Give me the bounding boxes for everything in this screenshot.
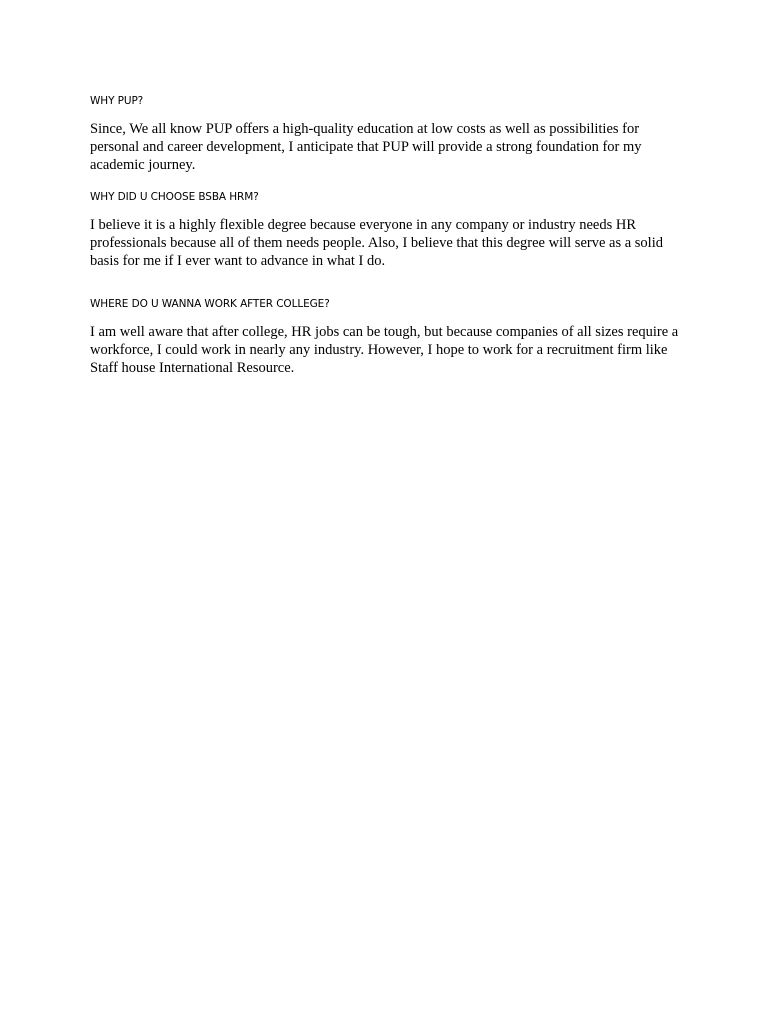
section-heading-work-after-college: WHERE DO U WANNA WORK AFTER COLLEGE? (90, 298, 330, 310)
section-body-why-bsba-hrm: I believe it is a highly flexible degree because everyone in any company or industry needs HR professionals because all of them needs people. Also, I believe that this degree will serve as a solid basis for me if I ever want to advance in what I do. (90, 217, 663, 269)
section-heading-why-bsba-hrm: WHY DID U CHOOSE BSBA HRM? (90, 191, 259, 203)
section-body-work-after-college: I am well aware that after college, HR jobs can be tough, but because companies of all sizes require a workforce, I could work in nearly any industry. However, I hope to work for a recruitment firm like Staff house International Resource. (90, 324, 679, 376)
section-heading-why-pup: WHY PUP? (90, 95, 144, 107)
document-page (90, 94, 680, 377)
section-body-why-pup: Since, We all know PUP offers a high-quality education at low costs as well as possibilities for personal and career development, I anticipate that PUP will provide a strong foundation for my academic journey. (90, 121, 642, 173)
